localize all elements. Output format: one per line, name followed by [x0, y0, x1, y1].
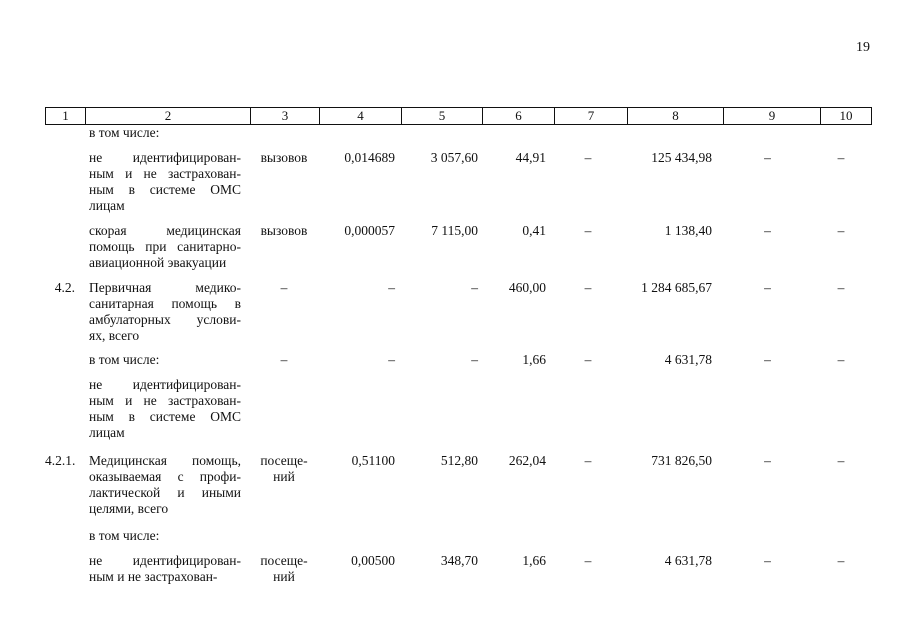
- row-name: [89, 553, 241, 585]
- row-name-line: Медицинская помощь,: [89, 453, 241, 468]
- value-col-8: 1 284 685,67: [641, 280, 712, 295]
- value-col-5: 512,80: [440, 453, 478, 468]
- row-name: [89, 280, 241, 344]
- row-name-line: ным в системе ОМС: [89, 409, 241, 424]
- value-col-5: 3 057,60: [430, 150, 478, 165]
- unit-cell: посеще- ний: [260, 453, 308, 484]
- column-header-1: 1: [46, 108, 86, 125]
- row-name: [89, 150, 241, 214]
- row-name-line: лицам: [89, 198, 125, 213]
- value-col-9: –: [764, 553, 771, 568]
- value-col-4: –: [388, 280, 395, 295]
- row-name-line: оказываемая с профи-: [89, 469, 241, 484]
- row-name-line: лактической и иными: [89, 485, 241, 500]
- row-name: [89, 223, 241, 271]
- value-col-8: 731 826,50: [651, 453, 712, 468]
- row-name-line: Первичная медико-: [89, 280, 241, 295]
- value-col-10: –: [837, 280, 845, 295]
- value-col-10: –: [837, 453, 845, 468]
- row-name-line: в том числе:: [89, 528, 160, 543]
- unit-cell: –: [280, 280, 288, 295]
- unit-cell: –: [280, 352, 288, 367]
- row-name-line: в том числе:: [89, 125, 160, 140]
- value-col-6: 262,04: [508, 453, 546, 468]
- value-col-5: –: [471, 352, 478, 367]
- value-col-4: 0,00500: [351, 553, 395, 568]
- page-number: 19: [856, 40, 870, 55]
- column-header-9: 9: [724, 108, 821, 125]
- unit-cell: вызовов: [260, 150, 308, 165]
- column-header-4: 4: [320, 108, 402, 125]
- column-header-2: 2: [86, 108, 251, 125]
- row-name-line: скорая медицинская: [89, 223, 241, 238]
- value-col-5: –: [471, 280, 478, 295]
- unit-cell: вызовов: [260, 223, 308, 238]
- value-col-9: –: [764, 453, 771, 468]
- row-name-line: лицам: [89, 425, 125, 440]
- column-header-5: 5: [402, 108, 483, 125]
- value-col-4: 0,014689: [344, 150, 395, 165]
- column-header-3: 3: [251, 108, 320, 125]
- value-col-7: –: [584, 150, 592, 165]
- row-name: [89, 528, 241, 544]
- row-name-line: не идентифицирован-: [89, 553, 241, 568]
- value-col-6: 460,00: [508, 280, 546, 295]
- row-name-line: ным и не застрахован-: [89, 393, 241, 408]
- value-col-5: 348,70: [440, 553, 478, 568]
- row-name-line: авиационной эвакуации: [89, 255, 227, 270]
- value-col-7: –: [584, 223, 592, 238]
- value-col-10: –: [837, 223, 845, 238]
- value-col-6: 0,41: [522, 223, 546, 238]
- column-header-row: [46, 108, 872, 125]
- value-col-8: 125 434,98: [651, 150, 712, 165]
- row-name-line: амбулаторных услови-: [89, 312, 241, 327]
- value-col-7: –: [584, 553, 592, 568]
- row-name-line: ях, всего: [89, 328, 140, 343]
- row-name-line: не идентифицирован-: [89, 377, 241, 392]
- row-name: [89, 377, 241, 441]
- row-name-line: ным и не застрахован-: [89, 166, 241, 181]
- value-col-6: 1,66: [522, 352, 546, 367]
- row-name-line: помощь при санитарно-: [89, 239, 241, 254]
- value-col-10: –: [837, 352, 845, 367]
- value-col-8: 4 631,78: [664, 553, 712, 568]
- column-header-6: 6: [483, 108, 555, 125]
- value-col-6: 44,91: [515, 150, 546, 165]
- row-name-line: ным и не застрахован-: [89, 569, 218, 584]
- row-name: [89, 125, 241, 141]
- value-col-10: –: [837, 553, 845, 568]
- unit-cell: посеще- ний: [260, 553, 308, 584]
- value-col-10: –: [837, 150, 845, 165]
- value-col-7: –: [584, 352, 592, 367]
- value-col-6: 1,66: [522, 553, 546, 568]
- value-col-8: 4 631,78: [664, 352, 712, 367]
- value-col-9: –: [764, 352, 771, 367]
- row-name-line: в том числе:: [89, 352, 160, 367]
- row-name-line: ным в системе ОМС: [89, 182, 241, 197]
- value-col-4: –: [388, 352, 395, 367]
- row-name: [89, 352, 241, 368]
- row-name-line: санитарная помощь в: [89, 296, 241, 311]
- column-header-10: 10: [821, 108, 872, 125]
- value-col-9: –: [764, 280, 771, 295]
- value-col-9: –: [764, 150, 771, 165]
- value-col-7: –: [584, 280, 592, 295]
- value-col-4: 0,51100: [351, 453, 395, 468]
- row-name-line: целями, всего: [89, 501, 169, 516]
- value-col-9: –: [764, 223, 771, 238]
- row-number: 4.2.: [54, 280, 75, 295]
- value-col-4: 0,000057: [344, 223, 395, 238]
- row-name-line: не идентифицирован-: [89, 150, 241, 165]
- column-header-table: [45, 107, 872, 125]
- value-col-5: 7 115,00: [431, 223, 478, 238]
- value-col-7: –: [584, 453, 592, 468]
- row-number: 4.2.1.: [45, 453, 76, 468]
- column-header-8: 8: [628, 108, 724, 125]
- column-header-7: 7: [555, 108, 628, 125]
- row-name: [89, 453, 241, 517]
- value-col-8: 1 138,40: [664, 223, 712, 238]
